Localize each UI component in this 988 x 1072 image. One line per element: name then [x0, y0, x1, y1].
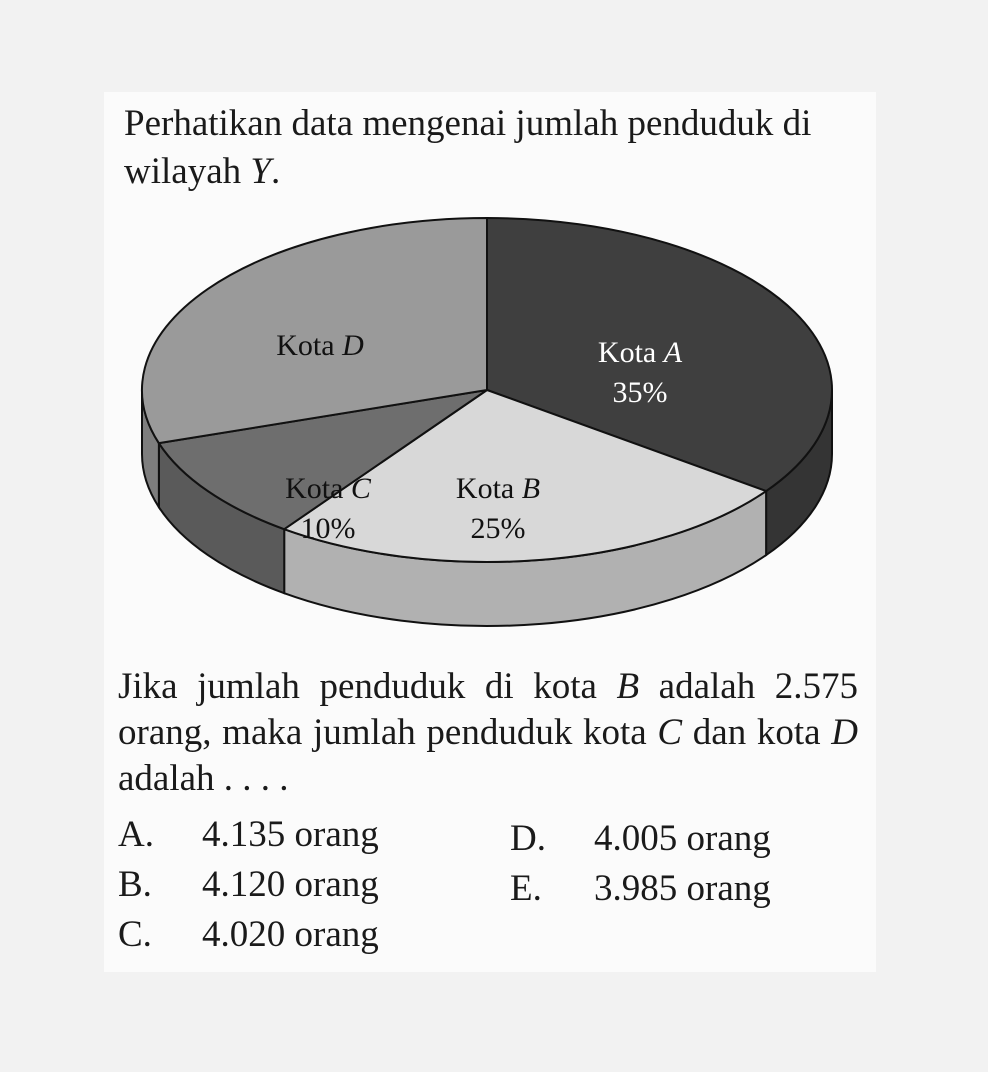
option-letter: E. — [510, 868, 542, 909]
intro-period: . — [270, 151, 281, 192]
option-a[interactable] — [118, 812, 379, 858]
option-text: 4.005 orang — [594, 818, 771, 859]
option-text: 4.020 orang — [202, 914, 379, 955]
option-text: 4.120 orang — [202, 864, 379, 905]
slice-name-label-d: Kota D — [276, 329, 364, 362]
option-text: 4.135 orang — [202, 814, 379, 855]
body-var-c: C — [657, 712, 683, 753]
slice-percent-label-a: 35% — [612, 376, 668, 409]
slice-name-label-a: Kota A — [597, 336, 683, 369]
option-text: 3.985 orang — [594, 868, 771, 909]
slice-name-label-b: Kota B — [455, 472, 541, 505]
body-text-4: adalah . . . . — [118, 758, 289, 799]
body-text-1: Jika jumlah penduduk di kota — [118, 666, 617, 707]
option-b[interactable] — [118, 862, 379, 908]
option-d[interactable] — [510, 816, 771, 862]
body-text-2: adalah 2.575 orang, maka jumlah penduduk kota — [118, 666, 858, 753]
slice-percent-label-c: 10% — [300, 512, 356, 545]
slice-percent-label-b: 25% — [470, 512, 526, 545]
intro-text: Perhatikan data mengenai jumlah penduduk di wilayah — [124, 103, 812, 192]
option-e[interactable] — [510, 866, 771, 912]
option-letter: B. — [118, 864, 152, 905]
option-letter: D. — [510, 818, 546, 859]
intro-variable: Y — [250, 151, 271, 192]
slice-name-label-c: Kota C — [285, 472, 371, 505]
option-c[interactable] — [118, 912, 379, 958]
option-letter: A. — [118, 814, 154, 855]
question-body — [118, 664, 858, 802]
body-text-3: dan kota — [682, 712, 832, 753]
body-var-d: D — [831, 712, 858, 753]
option-letter: C. — [118, 914, 152, 955]
body-var-b: B — [616, 666, 640, 707]
